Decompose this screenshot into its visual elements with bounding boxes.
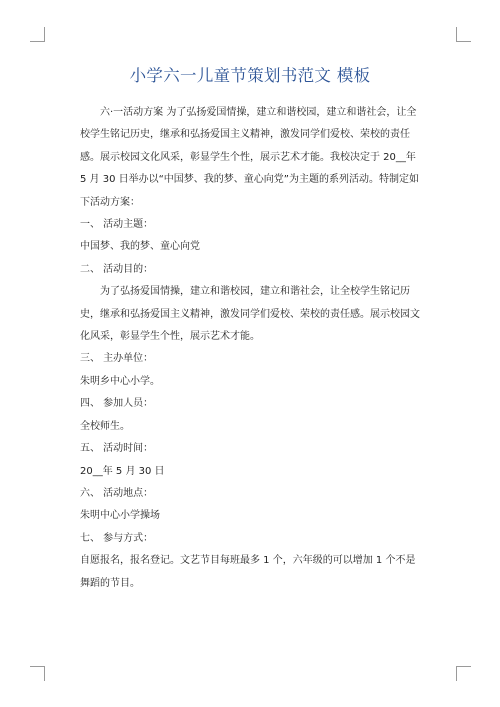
document-body: [80, 102, 420, 595]
section-heading-participants: 四、 参加人员：: [80, 398, 154, 410]
section-body-participants: 全校师生。: [80, 420, 130, 432]
section-heading-method: 七、 参与方式：: [80, 532, 154, 544]
section-heading-organizer: 三、 主办单位：: [80, 353, 154, 365]
page-corner-mark-top-left: [30, 27, 45, 42]
page-corner-mark-bottom-left: [30, 666, 45, 681]
section-body-time: 20__年 5 月 30 日: [80, 465, 165, 477]
page-corner-mark-bottom-right: [456, 666, 471, 681]
document-title: 小学六一儿童节策划书范文 模板: [129, 66, 371, 85]
intro-paragraph: 六·一活动方案 为了弘扬爱国情操，建立和谐校园，建立和谐社会，让全校学生铭记历史，继承和弘扬爱国主义精神，激发同学们爱校、荣校的责任感。展示校园文化风采，彰显学生个性，展示艺术才能。我校决定于 20__年 5 月 30 日举办以“中国梦、我的梦、童心向党”为主题的系列活动。特制定如下活动方案：: [80, 107, 419, 208]
section-body-purpose: 为了弘扬爱国情操，建立和谐校园，建立和谐社会，让全校学生铭记历史，继承和弘扬爱国主义精神，激发同学们爱校、荣校的责任感。展示校园文化风采，彰显学生个性，展示艺术才能。: [80, 286, 420, 343]
section-heading-theme: 一、 活动主题：: [80, 219, 154, 231]
section-body-location: 朱明中心小学操场: [80, 510, 160, 522]
section-heading-purpose: 二、 活动目的：: [80, 263, 154, 275]
section-body-theme: 中国梦、我的梦、童心向党: [80, 241, 200, 253]
page-corner-mark-top-right: [456, 27, 471, 42]
section-body-organizer: 朱明乡中心小学。: [80, 375, 160, 387]
section-heading-time: 五、 活动时间：: [80, 443, 154, 455]
section-heading-location: 六、 活动地点：: [80, 487, 154, 499]
section-body-method: 自愿报名，报名登记。文艺节目每班最多 1 个，六年级的可以增加 1 个不是舞蹈的节目。: [80, 555, 416, 589]
